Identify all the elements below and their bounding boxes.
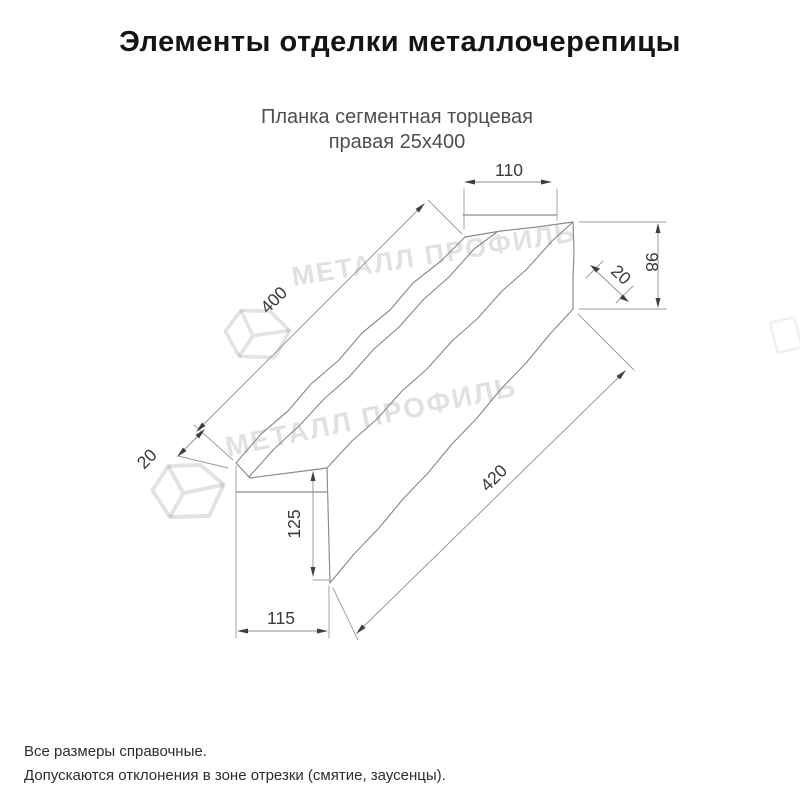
footer-notes bbox=[24, 740, 446, 788]
flange-fold-line bbox=[249, 232, 497, 477]
extension-line bbox=[333, 588, 358, 640]
dim-label-end-height: 98 bbox=[642, 252, 662, 272]
extension-line bbox=[428, 200, 462, 234]
brand-watermark-text: МЕТАЛЛ ПРОФИЛЬ bbox=[289, 217, 579, 292]
extension-line bbox=[194, 425, 233, 460]
brand-watermark-text: МЕТАЛЛ ПРОФИЛЬ bbox=[222, 370, 520, 463]
dim-label-left-height: 125 bbox=[284, 509, 304, 539]
dim-label-top-width: 110 bbox=[495, 160, 523, 180]
dim-label-bottom-width: 115 bbox=[267, 608, 295, 628]
page-title: Элементы отделки металлочерепицы bbox=[119, 26, 681, 58]
dimension-arrow bbox=[237, 629, 248, 634]
dimension-arrow bbox=[656, 223, 661, 233]
dimension-line-400 bbox=[199, 207, 421, 429]
dim-label-end-flange: 20 bbox=[607, 260, 636, 289]
dim-label-top-length: 400 bbox=[256, 282, 292, 318]
dimension-arrow bbox=[311, 567, 316, 577]
extension-line bbox=[616, 286, 633, 303]
dimension-line-420 bbox=[360, 374, 622, 630]
footer-note-line1: Все размеры справочные. bbox=[24, 743, 207, 760]
right-segment-cut-edge bbox=[465, 222, 573, 237]
extension-line bbox=[178, 456, 228, 468]
dimension-arrow bbox=[311, 471, 316, 481]
footer-note-line2: Допускаются отклонения в зоне отрезки (смятие, заусенцы). bbox=[24, 767, 446, 784]
dimension-arrow bbox=[317, 629, 328, 634]
product-name-line1: Планка сегментная торцевая bbox=[260, 106, 534, 128]
bottom-edge bbox=[330, 309, 573, 583]
dimension-arrow bbox=[620, 295, 630, 303]
dimension-arrow bbox=[656, 298, 661, 308]
face-bend-line bbox=[327, 222, 573, 468]
dimension-arrow bbox=[541, 180, 552, 185]
left-end-edge bbox=[327, 468, 330, 583]
flange-outer-edge bbox=[236, 237, 465, 463]
extension-line bbox=[578, 314, 634, 370]
product-name-line2: правая 25х400 bbox=[328, 131, 466, 153]
dim-label-bottom-length: 420 bbox=[476, 460, 512, 496]
right-end-edge bbox=[573, 222, 574, 309]
dimension-arrow bbox=[464, 180, 475, 185]
dim-label-left-flange: 20 bbox=[132, 444, 161, 473]
